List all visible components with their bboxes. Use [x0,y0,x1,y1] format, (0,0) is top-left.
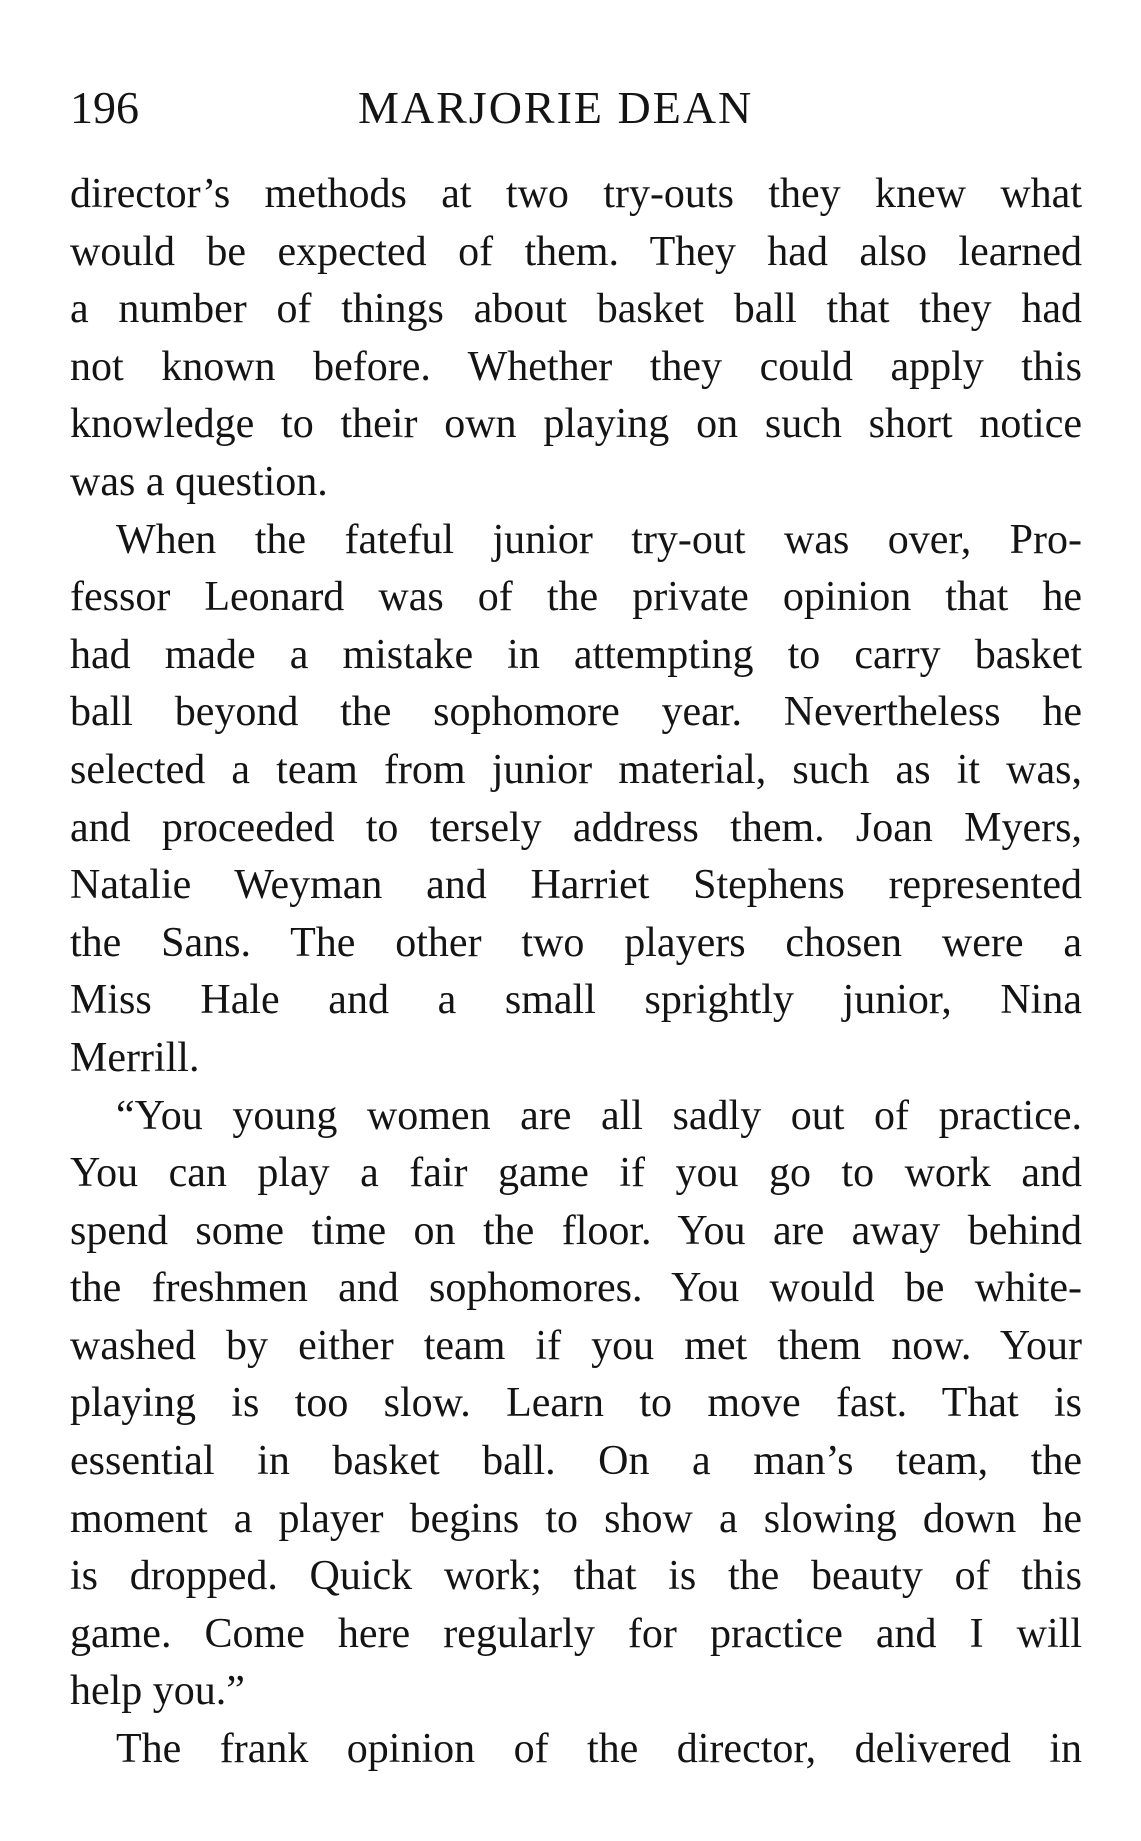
text-line: When the fateful junior try-out was over, Pro- [116,516,1082,563]
text-line: Merrill. [70,1034,200,1081]
text-line: the freshmen and sophomores. You would be white- [70,1265,1082,1312]
text-line: ball beyond the sophomore year. Nevertheless he [70,689,1082,736]
text-line: The frank opinion of the director, delivered in [116,1726,1082,1773]
book-title: MARJORIE DEAN [358,82,754,133]
text-line: the Sans. The other two players chosen were a [70,919,1082,966]
text-line: was a question. [70,458,328,505]
text-line: selected a team from junior material, such as it was, [70,746,1082,793]
text-line: Miss Hale and a small sprightly junior, Nina [70,977,1082,1024]
text-line: fessor Leonard was of the private opinion that he [70,574,1082,621]
text-line: game. Come here regularly for practice and I will [70,1610,1082,1657]
body-text [70,166,1082,1779]
text-line: would be expected of them. They had also learned [70,228,1082,275]
text-line: not known before. Whether they could apply this [70,343,1082,390]
text-line: and proceeded to tersely address them. Joan Myers, [70,804,1082,851]
text-line: is dropped. Quick work; that is the beauty of this [70,1553,1082,1600]
text-line: “You young women are all sadly out of practice. [116,1092,1082,1139]
text-line: knowledge to their own playing on such short notice [70,401,1082,448]
text-line: moment a player begins to show a slowing down he [70,1495,1082,1542]
text-line: You can play a fair game if you go to work and [70,1150,1082,1197]
text-line: spend some time on the floor. You are away behind [70,1207,1082,1254]
page-number: 196 [70,82,139,133]
text-line: playing is too slow. Learn to move fast. That is [70,1380,1082,1427]
text-line: a number of things about basket ball that they had [70,286,1082,333]
text-line: help you.” [70,1668,245,1715]
text-line: Natalie Weyman and Harriet Stephens represented [70,862,1082,909]
running-head [70,78,1082,138]
text-line: essential in basket ball. On a man’s team, the [70,1438,1082,1485]
text-line: washed by either team if you met them now. Your [70,1322,1082,1369]
text-line: director’s methods at two try-outs they knew what [70,171,1082,217]
text-line: had made a mistake in attempting to carry basket [70,631,1082,678]
